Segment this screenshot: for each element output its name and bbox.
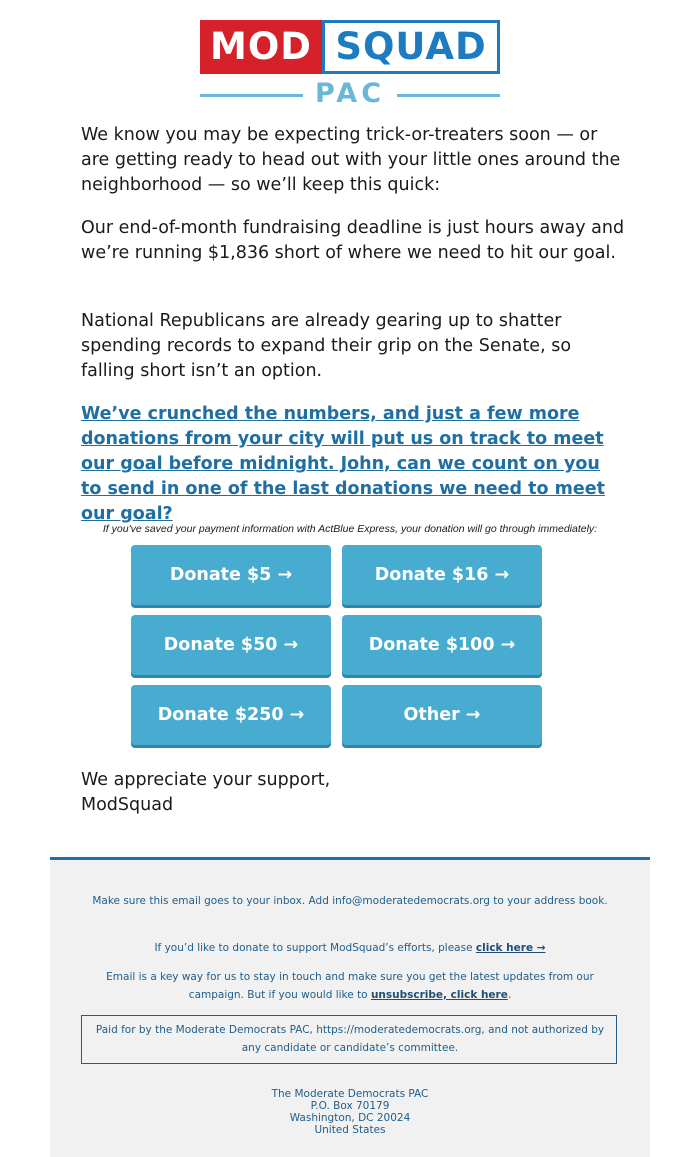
signoff-name: ModSquad [81,795,174,815]
footer-inbox-note: Make sure this email goes to your inbox. Add info@moderatedemocrats.org to your address book. [92,895,608,907]
deadline-paragraph: Our end-of-month fundraising deadline is just hours away and we’re running $1,836 short of where we need to hit our goal. [81,218,625,263]
unsubscribe-link[interactable]: unsubscribe, click here [370,988,508,1001]
address-country: United States [314,1124,386,1136]
donate-other-button[interactable]: Other → [342,685,542,745]
footer-email-text: Email is a key way for us to stay in touch and make sure you get the latest updates from our campaign. But if you would like to [106,971,594,1001]
logo-squad: SQUAD [322,20,500,74]
footer-email-end: . [507,988,512,1001]
donate-250-button[interactable]: Donate $250 → [131,685,331,745]
cta-donate-link[interactable]: We’ve crunched the numbers, and just a few more donations from your city will put us on track to meet our goal before midnight. John, can we count on you to send in one of the last donations we need to meet our goal? [81,404,605,524]
donate-100-button[interactable]: Donate $100 → [342,615,542,675]
address-po-box: P.O. Box 70179 [310,1100,390,1112]
footer-donate-text: If you’d like to donate to support ModSquad’s efforts, please [154,942,476,954]
logo-mod: MOD [200,20,322,74]
modsquad-pac-logo [200,20,500,109]
footer-email-note [80,969,620,1004]
donate-16-button[interactable]: Donate $16 → [342,545,542,605]
logo-divider-right [397,94,500,97]
mailing-address [50,1088,650,1136]
footer-donate-note [80,940,620,958]
republicans-paragraph: National Republicans are already gearing up to shatter spending records to expand their grip on the Senate, so falling short isn’t an option. [81,311,572,381]
logo-divider-left [200,94,303,97]
signoff [81,768,626,818]
paid-for-disclaimer: Paid for by the Moderate Democrats PAC, https://moderatedemocrats.org, and not authorized by any candidate or candidate’s committee. [95,1024,605,1054]
intro-paragraph: We know you may be expecting trick-or-treaters soon — or are getting ready to head out with your little ones around the neighborhood — so we’ll keep this quick: [81,125,621,195]
footer-donate-link[interactable]: click here → [475,942,546,954]
donate-5-button[interactable]: Donate $5 → [131,545,331,605]
signoff-line: We appreciate your support, [81,770,331,790]
footer [50,857,650,1157]
logo-wordmark [200,20,500,74]
donate-50-button[interactable]: Donate $50 → [131,615,331,675]
logo-pac: PAC [314,78,386,109]
address-org: The Moderate Democrats PAC [271,1088,429,1100]
actblue-express-note: If you've saved your payment information with ActBlue Express, your donation will go through immediately: [102,523,598,535]
logo-pac-row [200,80,500,108]
paid-for-box [81,1015,617,1064]
address-city: Washington, DC 20024 [289,1112,411,1124]
